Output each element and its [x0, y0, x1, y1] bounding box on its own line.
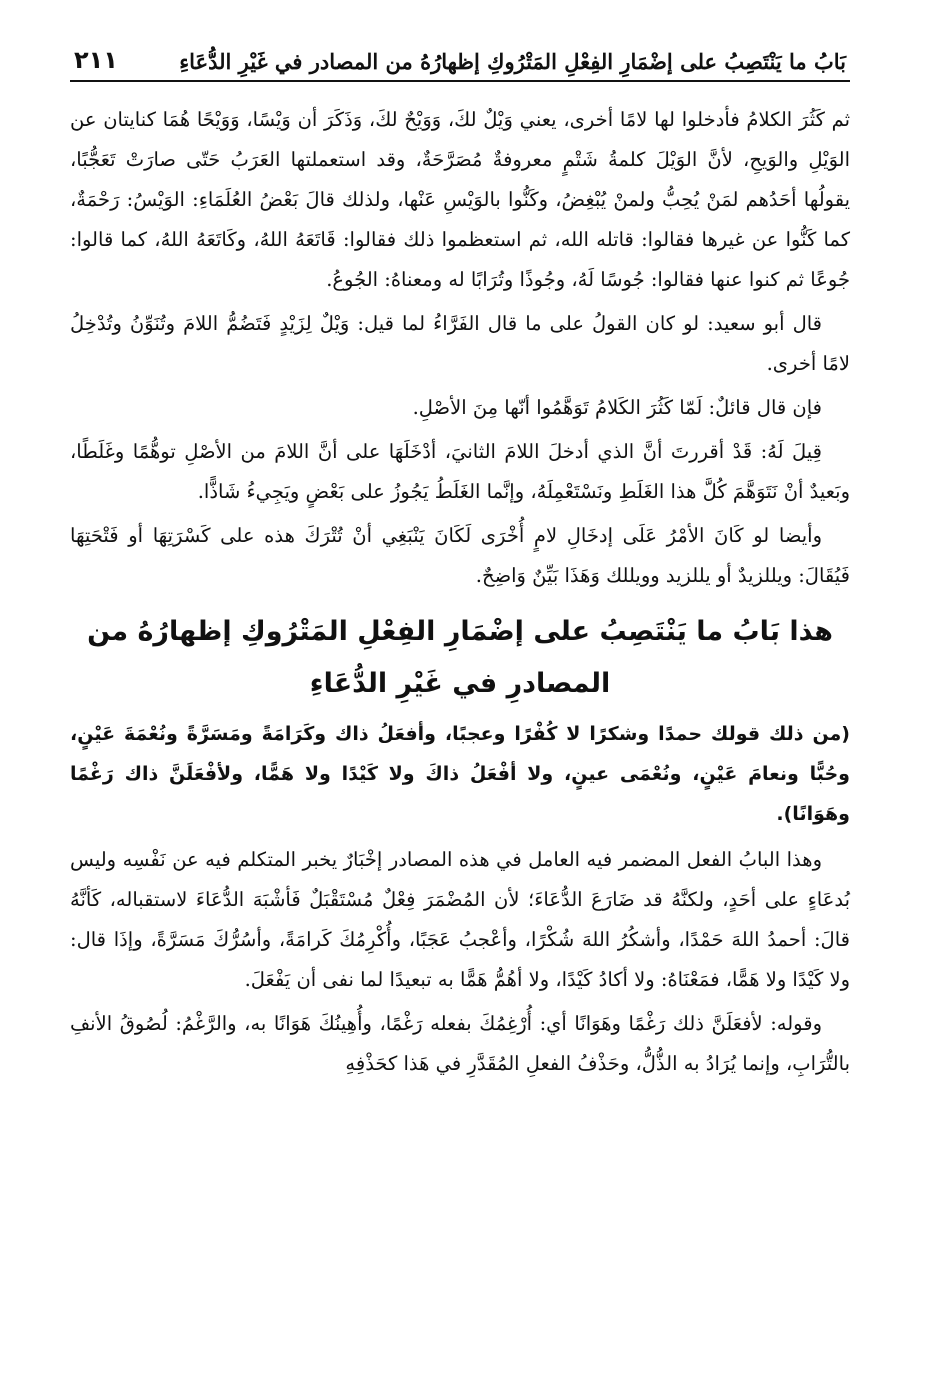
- header-rule: [70, 80, 850, 82]
- paragraph-3: فإن قال قائلٌ: لَمّا كَثُرَ الكَلامُ تَوَهَّمُوا أنّها مِنَ الأصْلِ.: [412, 396, 822, 419]
- paragraph-5: وأيضا لو كَانَ الأمْرُ عَلَى إدخَالِ لامٍ أُخْرَى لَكَانَ يَنْبَغِي أنْ تُتْرَكَ هذه على كَسْرَتِهَا أو فَتْحَتِهَا فَيُقَالَ: ويللزيدٌ أو يللزيد وويللك وَهَذَا بَيِّنٌ وَاضِحٌ.: [70, 524, 850, 587]
- paragraph-1: ثم كَثُرَ الكلامُ فأدخلوا لها لامًا أخرى، يعني وَيْلٌ لكَ، وَوَيْحٌ لكَ، وَذَكَرَ أن وَيْسًا، وَوَيْحًا هُمَا كنايتان عن الوَيْلِ والوَيحِ، لأنَّ الوَيْلَ كلمةُ شَتْمٍ معروفةٌ مُصَرَّحَةٌ، وقد استعملتها العَرَبُ حَتّى صارَتْ تَعَجُّبًا، يقولُها أحَدُهم لمَنْ يُحِبُّ ولمنْ يُبْغِضُ، وكَنُّوا بالوَيْسِ عَنْها، ولذلك قالَ بَعْضُ العُلَمَاءِ: الوَيْسُ: رَحْمَةٌ، كما كَنُّوا عن غيرها فقالوا: قاتله الله، ثم استعظموا ذلك فقالوا: قَاتَعَهُ اللهُ، وكَاتَعَهُ اللهُ، كما قالوا: جُوعًا ثم كنوا عنها فقالوا: جُوسًا لَهُ، وجُوذًا وتُرَابًا له ومعناهُ: الجُوعُ.: [70, 108, 850, 291]
- commentary-paragraph-2: وقوله: لأفعَلَنَّ ذلك رَغْمًا وهَوَانًا أي: أُرْغِمُكَ بفعله رَغْمًا، وأُهِينُكَ هَوَانًا به، والرَّغْمُ: لُصُوقُ الأنفِ بالتُّرَابِ، وإنما يُرَادُ به الذُّلُّ، وحَذْفُ الفعلِ المُقَدَّرِ في هَذا كحَذْفِهِ: [70, 1012, 850, 1075]
- running-header: [70, 30, 850, 74]
- paragraph-4: قِيلَ لَهُ: قَدْ أقررتَ أنَّ الذي أدخلَ اللامَ الثانيَ، أدْخَلَهَا على أنَّ اللامَ من الأصْلِ توهُّمًا وغَلَطًا، وبَعيدٌ أنْ نَتَوَهَّمَ كُلَّ هذا الغَلَطِ ونَسْتَعْمِلَهُ، وإنَّما الغَلَطُ يَجُوزُ على بَعْضٍ ويَجِيءُ شَاذًّا.: [70, 440, 850, 503]
- running-title: بَابُ ما يَنْتَصِبُ على إضْمَارِ الفِعْلِ المَتْرُوكِ إظهارُهُ من المصادر في غَيْرِ الدُّعَاءِ: [179, 49, 846, 74]
- page-number: ٢١١: [74, 46, 118, 74]
- commentary-paragraph-1: وهذا البابُ الفعل المضمر فيه العامل في هذه المصادر إخْبَارٌ يخبر المتكلم فيه عن نَفْسِه وليس بُدعَاءٍ على أحَدٍ، ولكنَّهُ قد ضَارَعَ الدُّعَاءَ؛ لأن المُضْمَرَ فِعْلٌ مُسْتَقْبَلٌ فَأشْبَهَ الدُّعَاءَ لاستقباله، كَأنَّهُ قالَ: أحمدُ اللهَ حَمْدًا، وأشكُرُ اللهَ شُكْرًا، وأعْجبُ عَجَبًا، وأُكْرِمُكَ كَرامَةً، وأسُرُّكَ مَسَرَّةً، وإذَا قال: ولا كَيْدًا ولا هَمًّا، فمَعْنَاهُ: ولا أكادُ كَيْدًا، ولا أهُمُّ هَمًّا به تبعيدًا لما نفى أن يَفْعَلَ.: [70, 848, 850, 991]
- base-text-paragraph: (من ذلك قولك حمدًا وشكرًا لا كُفْرًا وعجبًا، وأفعَلُ ذاك وكَرَامَةً ومَسَرَّةً ونُعْمَةَ عَيْنٍ، وحُبًّا ونعامَ عَيْنٍ، ونُعْمَى عينٍ، ولا أفْعَلُ ذاكَ ولا كَيْدًا ولا هَمًّا، ولأفْعَلَنَّ ذاك رَغْمًا وهَوَانًا).: [70, 723, 850, 825]
- chapter-title: هذا بَابُ ما يَنْتَصِبُ على إضْمَارِ الفِعْلِ المَتْرُوكِ إظهارُهُ من المصادرِ في غَيْرِ الدُّعَاءِ: [87, 616, 833, 699]
- book-page: [70, 30, 850, 1088]
- paragraph-2: قال أبو سعيد: لو كان القولُ على ما قال الفَرَّاءُ لما قيل: وَيْلٌ لِزَيْدٍ فَتَضُمُّ اللامَ وتُنَوِّنُ وتُدْخِلُ لامًا أخرى.: [70, 312, 850, 375]
